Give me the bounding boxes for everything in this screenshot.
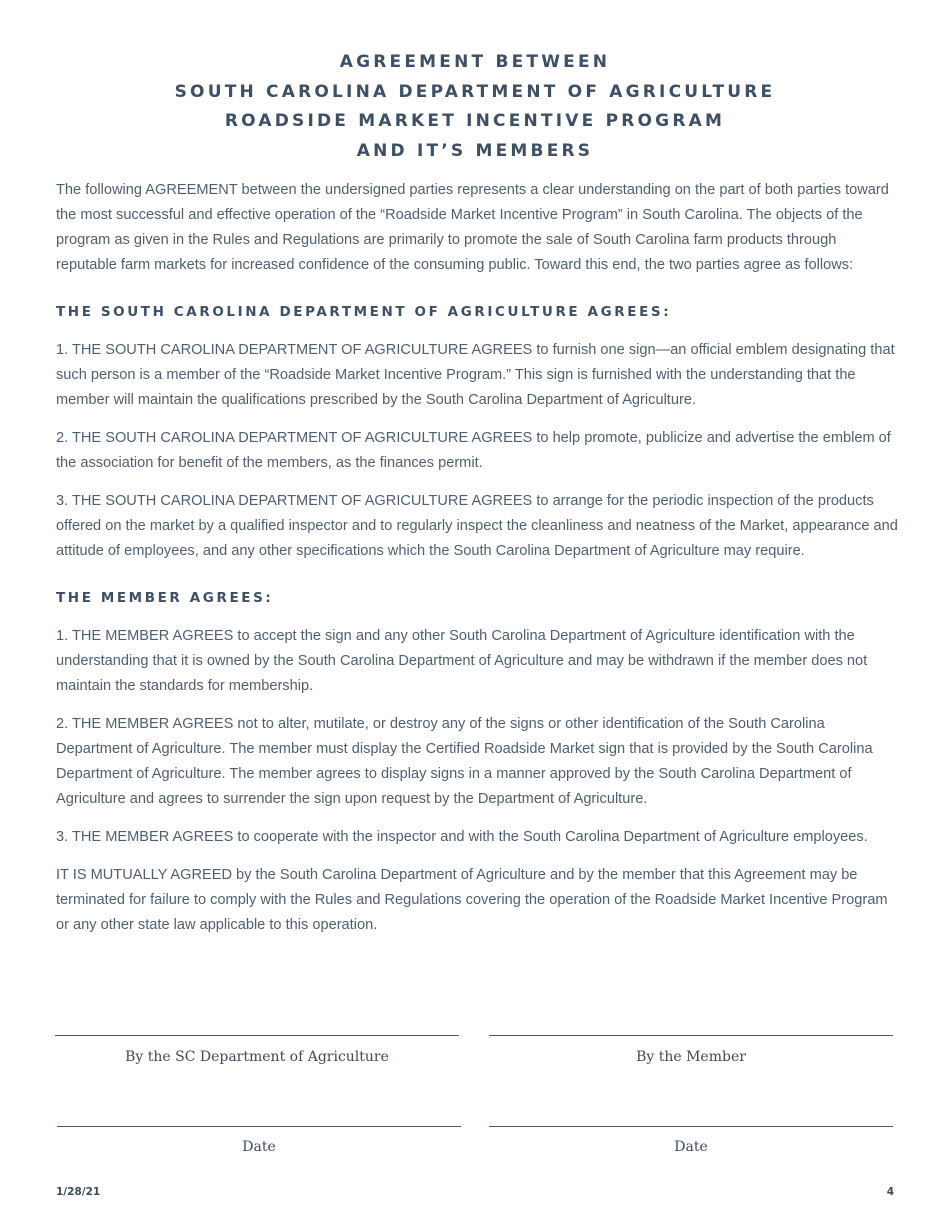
department-section-heading: THE SOUTH CAROLINA DEPARTMENT OF AGRICULTURE AGREES: <box>56 304 672 320</box>
mutual-agreement-paragraph: IT IS MUTUALLY AGREED by the South Carolina Department of Agriculture and by the member that this Agreement may be terminated for failure to comply with the Rules and Regulations covering the operation of the Roadside Market Incentive Program or any other state law applicable to this operation. <box>56 867 888 933</box>
department-date-line[interactable] <box>57 1126 461 1127</box>
footer-date: 1/28/21 <box>56 1186 101 1198</box>
title-line-4: AND IT’S MEMBERS <box>356 140 594 161</box>
title-line-3: ROADSIDE MARKET INCENTIVE PROGRAM <box>224 111 726 131</box>
member-clause-1: 1. THE MEMBER AGREES to accept the sign and any other South Carolina Department of Agriculture identification with the understanding that it is owned by the South Carolina Department of Agriculture and may be withdrawn if the member does not maintain the standards for membership. <box>56 628 868 694</box>
department-signature-label: By the SC Department of Agriculture <box>125 1049 389 1065</box>
agreement-body <box>56 178 898 951</box>
department-clause-3: 3. THE SOUTH CAROLINA DEPARTMENT OF AGRICULTURE AGREES to arrange for the periodic inspection of the products offered on the market by a qualified inspector and to regularly inspect the cleanliness and neatness of the Market, appearance and attitude of employees, and any other specifications which the South Carolina Department of Agriculture may require. <box>56 493 898 559</box>
member-clause-2: 2. THE MEMBER AGREES not to alter, mutilate, or destroy any of the signs or other identification of the South Carolina Department of Agriculture. The member must display the Certified Roadside Market sign that is provided by the South Carolina Department of Agriculture. The member agrees to display signs in a manner approved by the South Carolina Department of Agriculture and agrees to surrender the sign upon request by the Department of Agriculture. <box>56 716 873 807</box>
footer-page-number: 4 <box>886 1186 894 1198</box>
department-date-label: Date <box>242 1139 276 1155</box>
member-date-line[interactable] <box>489 1126 893 1127</box>
department-signature-line[interactable] <box>55 1035 459 1036</box>
title-line-1: AGREEMENT BETWEEN <box>339 52 611 72</box>
member-date-label: Date <box>674 1139 708 1155</box>
member-signature-line[interactable] <box>489 1035 893 1036</box>
department-clause-1: 1. THE SOUTH CAROLINA DEPARTMENT OF AGRICULTURE AGREES to furnish one sign—an official emblem designating that such person is a member of the “Roadside Market Incentive Program.” This sign is furnished with the understanding that the member will maintain the qualifications prescribed by the South Carolina Department of Agriculture. <box>56 342 895 408</box>
member-section-heading: THE MEMBER AGREES: <box>56 590 274 606</box>
department-clause-2: 2. THE SOUTH CAROLINA DEPARTMENT OF AGRICULTURE AGREES to help promote, publicize and advertise the emblem of the association for benefit of the members, as the finances permit. <box>56 430 891 471</box>
document-title <box>0 48 950 166</box>
title-line-2: SOUTH CAROLINA DEPARTMENT OF AGRICULTURE <box>174 81 776 102</box>
member-clause-3: 3. THE MEMBER AGREES to cooperate with the inspector and with the South Carolina Department of Agriculture employees. <box>56 829 868 845</box>
member-signature-label: By the Member <box>636 1049 746 1065</box>
intro-paragraph: The following AGREEMENT between the undersigned parties represents a clear understanding on the part of both parties toward the most successful and effective operation of the “Roadside Market Incentive Program” in South Carolina. The objects of the program as given in the Rules and Regulations are primarily to promote the sale of South Carolina farm products through reputable farm markets for increased confidence of the consuming public. Toward this end, the two parties agree as follows: <box>56 182 889 273</box>
